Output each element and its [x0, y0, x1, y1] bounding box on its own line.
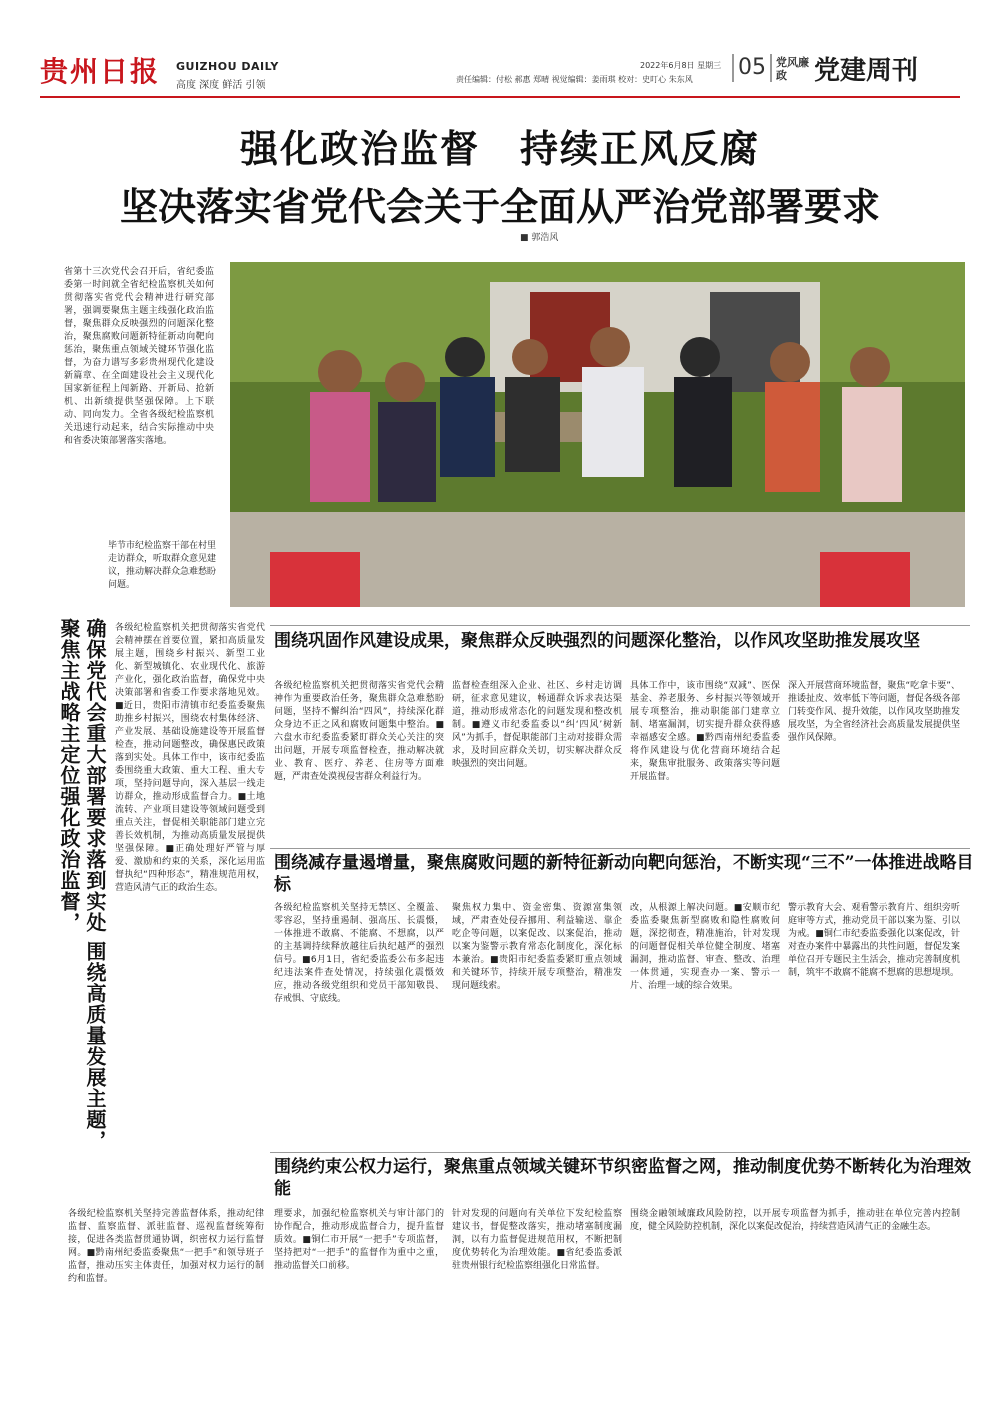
editor-credits: 责任编辑：付松 郝惠 郑晴 视觉编辑：姜雨琪 校对：史叮心 朱东风 — [456, 75, 693, 84]
section-2-column-d: 警示教育大会、观看警示教育片、组织旁听庭审等方式，推动党员干部以案为鉴、引以为戒。■铜仁市纪委监委强化以案促改，针对查办案件中暴露出的共性问题，督促发案单位召开专题民主生活会，推动完善制度机制，筑牢不敢腐不能腐不想腐的思想堤坝。 — [788, 903, 960, 978]
section-title: 党建周刊 — [814, 56, 919, 86]
intro-paragraph: 省第十三次党代会召开后，省纪委监委第一时间就全省纪检监察机关如何贯彻落实省党代会精神进行研究部署，强调要聚焦主题主线强化政治监督，聚焦群众反映强烈的问题深化整治，聚焦腐败问题新特征新动向靶向惩治，聚焦重点领域关键环节强化监督，为奋力谱写多彩贵州现代化建设新篇章、在全面建设社会主义现代化国家新征程上闯新路、开新局、抢新机、出新绩提供坚强保障。上下联动、同向发力。全省各级纪检监察机关迅速行动起来，结合实际推动中央和省委决策部署落实落地。 — [64, 267, 214, 446]
section-1-heading: 围绕巩固作风建设成果，聚焦群众反映强烈的问题深化整治，以作风攻坚助推发展攻坚 — [274, 631, 920, 651]
left-column-text: 各级纪检监察机关把贯彻落实省党代会精神摆在首要位置，紧扣高质量发展主题，围绕乡村振兴、新型工业化、新型城镇化、农业现代化、旅游产业化，强化政治监督，确保党中央决策部署和省委工作要求落地见效。■近日，贵阳市清镇市纪委监委聚焦助推乡村振兴，围绕农村集体经济、产业发展、基础设施建设等开展监督检查，推动问题整改，确保惠民政策落到实处。具体工作中，该市纪委监委围绕重大政策、重大工程、重大专项，坚持问题导向，深入基层一线走访群众，推动形成监督合力。■土地流转、产业项目建设等领域问题受到重点关注，督促相关职能部门建立完善长效机制，为推动高质量发展提供坚强保障。■正确处理好严管与厚爱、激励和约束的关系，深化运用监督执纪“四种形态”，精准规范用权，营造风清气正的政治生态。 — [115, 623, 265, 893]
section-2-column-a: 各级纪检监察机关坚持无禁区、全覆盖、零容忍，坚持重遏制、强高压、长震慑，一体推进不敢腐、不能腐、不想腐，以严的主基调持续释放越往后执纪越严的强烈信号。■6月1日，省纪委监委公布多起违纪违法案件查处情况，持续强化震慑效应，推动各级党组织和党员干部知敬畏、存戒惧、守底线。 — [274, 903, 444, 1004]
section-2-rule — [270, 848, 970, 849]
main-headline: 强化政治监督 持续正风反腐 — [239, 126, 760, 171]
newspaper-english-name: GUIZHOU DAILY — [176, 60, 279, 73]
section-2-heading: 围绕减存量遏增量，聚焦腐败问题的新特征新动向靶向惩治，不断实现“三不”一体推进战略目标 — [274, 853, 974, 895]
section-3-column-b: 理要求，加强纪检监察机关与审计部门的协作配合，推动形成监督合力，提升监督质效。■铜仁市开展“一把手”专项监督，坚持把对“一把手”的监督作为重中之重，推动监督关口前移。 — [274, 1209, 444, 1271]
section-3-column-d: 围绕金融领域廉政风险防控，以开展专项监督为抓手，推动驻在单位完善内控制度，健全风险防控机制，深化以案促改促治，持续营造风清气正的金融生态。 — [630, 1209, 960, 1232]
masthead — [0, 0, 1000, 100]
news-photo — [230, 262, 965, 607]
section-2-column-c: 改，从根源上解决问题。■安顺市纪委监委聚焦新型腐败和隐性腐败问题，深挖彻查，精准施治，针对发现的问题督促相关单位健全制度、堵塞漏洞，推动监督、审查、整改、治理一体贯通，实现查办一案、警示一片、治理一域的综合效果。 — [630, 903, 780, 991]
section-small-label: 党风廉政 — [776, 56, 809, 82]
section-3-heading: 围绕约束公权力运行，聚焦重点领域关键环节织密监督之网，推动制度优势不断转化为治理效能 — [274, 1157, 971, 1199]
section-1-column-d: 深入开展营商环境监督，聚焦“吃拿卡要”、推诿扯皮、效率低下等问题，督促各级各部门转变作风、提升效能，以作风攻坚助推发展攻坚，为全省经济社会高质量发展提供坚强作风保障。 — [788, 681, 960, 743]
issue-date: 2022年6月8日 星期三 — [640, 61, 722, 70]
page-number: 05 — [732, 54, 772, 82]
photo-illustration — [230, 262, 965, 607]
section-3-rule — [270, 1152, 970, 1153]
main-subheadline: 坚决落实省党代会关于全面从严治党部署要求 — [119, 184, 880, 229]
byline: ■ 郭浩风 — [520, 233, 559, 243]
section-1-rule — [270, 625, 970, 626]
section-2-column-b: 聚焦权力集中、资金密集、资源富集领域，严肃查处侵吞挪用、利益输送、靠企吃企等问题，以案促改、以案促治，推动以案为鉴警示教育常态化制度化，深化标本兼治。■贵阳市纪委监委紧盯重点领域和关键环节，持续开展专项整治，精准发现问题线索。 — [452, 903, 622, 991]
section-1-column-c: 具体工作中，该市围绕“双减”、医保基金、养老服务、乡村振兴等领域开展专项整治，推动职能部门建章立制、堵塞漏洞，切实提升群众获得感幸福感安全感。■黔西南州纪委监委将作风建设与优化营商环境结合起来，聚焦审批服务、政策落实等问题开展监督。 — [630, 681, 780, 782]
section-1-column-b: 监督检查组深入企业、社区、乡村走访调研，征求意见建议，畅通群众诉求表达渠道，推动形成常态化的问题发现和整改机制。■遵义市纪委监委以“纠‘四风’树新风”为抓手，督促职能部门主动对接群众需求，及时回应群众关切，切实解决群众反映强烈的突出问题。 — [452, 681, 622, 769]
newspaper-slogan: 高度 深度 鲜活 引领 — [176, 80, 266, 91]
masthead-divider — [40, 96, 960, 98]
side-vertical-heading: 确保党代会重大部署要求落到实处 围绕高质量发展主题，聚焦主战略主定位强化政治监督， — [57, 618, 107, 1151]
section-1-column-a: 各级纪检监察机关把贯彻落实省党代会精神作为重要政治任务，聚焦群众急难愁盼问题，坚持不懈纠治“四风”，持续深化群众身边不正之风和腐败问题集中整治。■六盘水市纪委监委紧盯群众关心关注的突出问题，开展专项监督检查，推动解决就业、教育、医疗、养老、住房等方面难题，严肃查处漠视侵害群众利益行为。 — [274, 681, 444, 782]
section-3-column-c: 针对发现的问题向有关单位下发纪检监察建议书，督促整改落实，推动堵塞制度漏洞，以有力监督促进规范用权，不断把制度优势转化为治理效能。■省纪委监委派驻贵州银行纪检监察组强化日常监督。 — [452, 1209, 622, 1271]
newspaper-logo: 贵州日报 — [40, 55, 161, 88]
photo-caption: 毕节市纪检监察干部在村里走访群众，听取群众意见建议，推动解决群众急难愁盼问题。 — [108, 541, 217, 590]
section-3-column-a: 各级纪检监察机关坚持完善监督体系，推动纪律监督、监察监督、派驻监督、巡视监督统筹衔接，促进各类监督贯通协调，织密权力运行监督网。■黔南州纪委监委聚焦“一把手”和领导班子监督，推动压实主体责任，加强对权力运行的制约和监督。 — [68, 1209, 264, 1284]
